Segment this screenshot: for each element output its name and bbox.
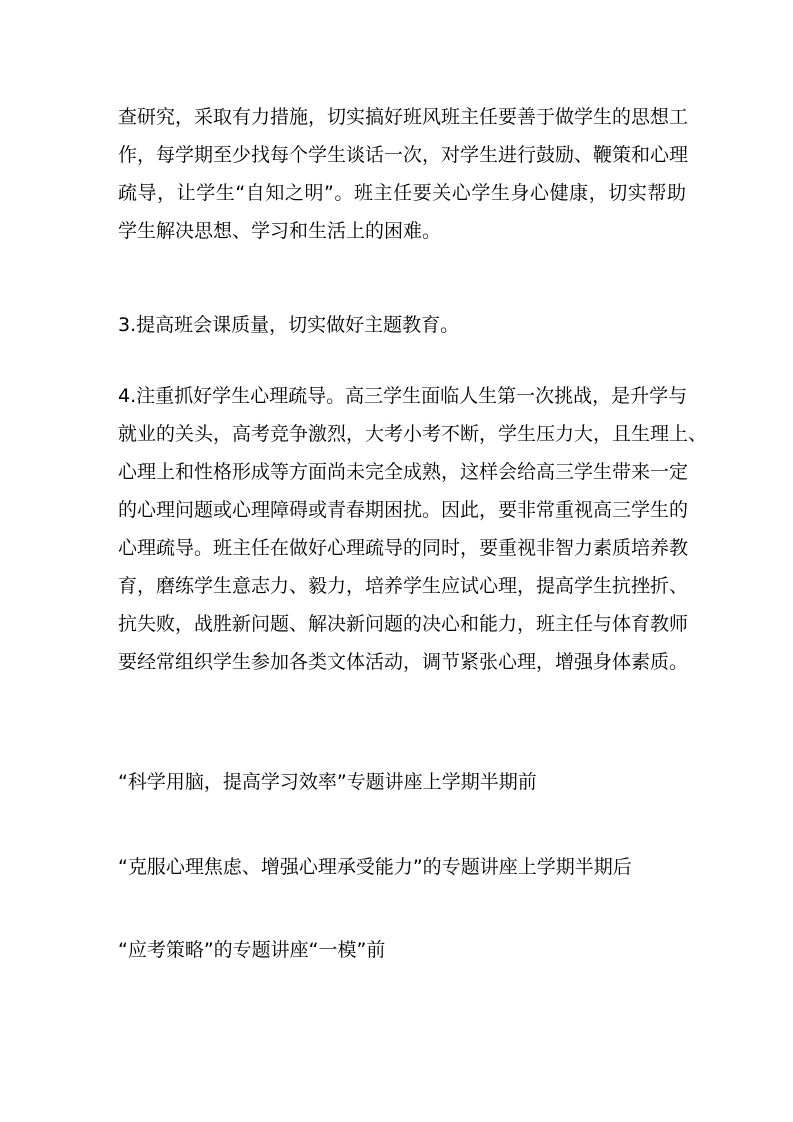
text-line: 的心理问题或心理障碍或青春期困扰。因此，要非常重视高三学生的 [118,499,689,521]
text-line: 心理上和性格形成等方面尚未完全成熟，这样会给高三学生带来一定 [118,461,689,483]
text-line: 就业的关头，高考竞争激烈，大考小考不断，学生压力大，且生理上、 [118,423,708,445]
paragraph-class-management [118,98,689,250]
text-line: 育，磨练学生意志力、毅力，培养学生应试心理，提高学生抗挫折、 [118,575,689,597]
text-line: 作，每学期至少找每个学生谈话一次，对学生进行鼓励、鞭策和心理 [118,144,689,166]
text-line: 查研究，采取有力措施，切实搞好班风班主任要善于做学生的思想工 [118,106,689,128]
lecture-item-exam-strategy: “应考策略”的专题讲座“一模”前 [118,939,386,961]
lecture-item-study-efficiency: “科学用脑，提高学习效率”专题讲座上学期半期前 [118,771,537,793]
text-line: 学生解决思想、学习和生活上的困难。 [118,220,442,242]
text-line: 疏导，让学生“自知之明”。班主任要关心学生身心健康，切实帮助 [118,182,686,204]
item-3-class-meeting: 3.提高班会课质量，切实做好主题教育。 [118,314,460,336]
lecture-item-anxiety: “克服心理焦虑、增强心理承受能力”的专题讲座上学期半期后 [118,856,632,878]
text-line: 心理疏导。班主任在做好心理疏导的同时，要重视非智力素质培养教 [118,537,689,559]
text-line: 要经常组织学生参加各类文体活动，调节紧张心理，增强身体素质。 [118,651,689,673]
text-line: 4.注重抓好学生心理疏导。高三学生面临人生第一次挑战，是升学与 [118,385,688,407]
paragraph-psychological-guidance [118,377,708,681]
text-line: 抗失败，战胜新问题、解决新问题的决心和能力，班主任与体育教师 [118,613,689,635]
